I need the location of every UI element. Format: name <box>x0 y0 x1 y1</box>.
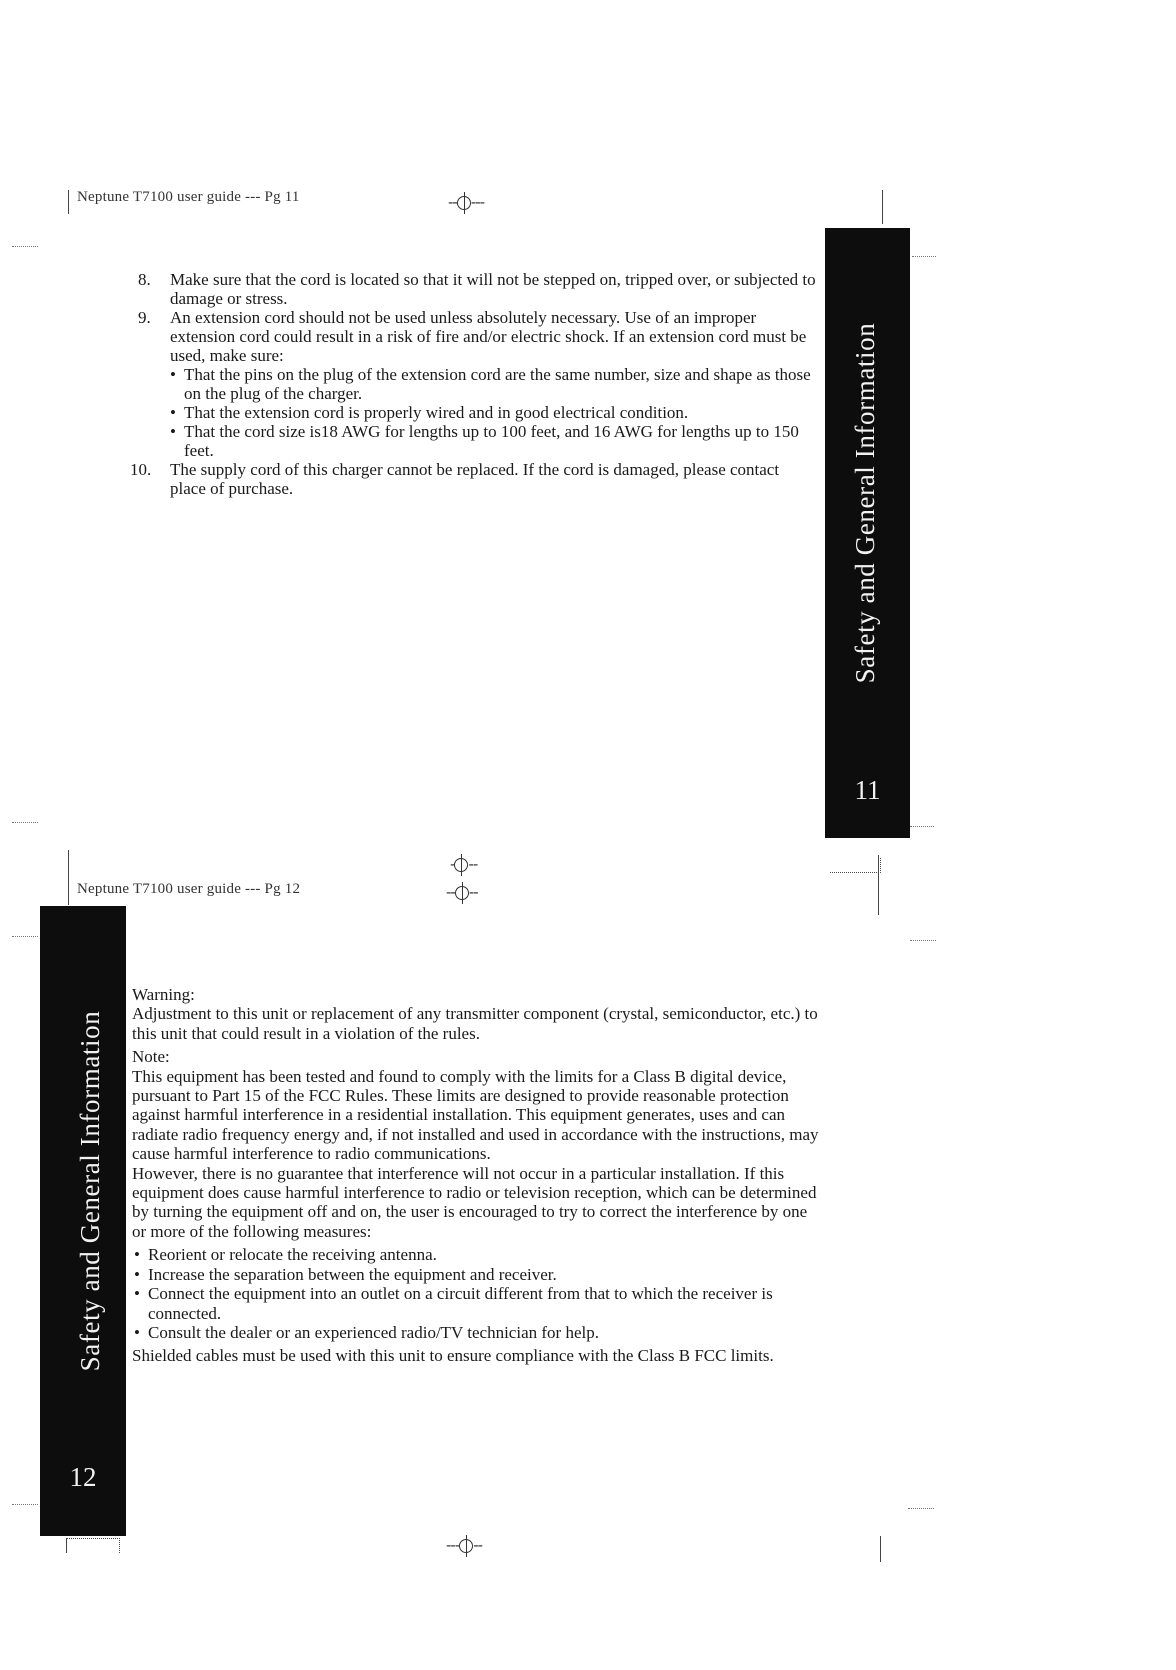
crop-mark <box>910 826 934 828</box>
crop-mark <box>880 1536 881 1562</box>
crop-mark <box>12 936 38 938</box>
crop-mark <box>68 850 69 905</box>
bullet-item: • That the extension cord is properly wired and in good electrical condition. <box>170 403 818 422</box>
crop-mark <box>878 855 879 915</box>
measure-item: • Increase the separation between the equipment and receiver. <box>132 1265 822 1284</box>
crop-corner <box>830 858 881 873</box>
section-tab-title: Safety and General Information <box>75 1010 105 1372</box>
item-text: An extension cord should not be used unless absolutely necessary. Use of an improper extension cord could result in a risk of fire and/or electric shock. If an extension cord must be used, make sure: <box>170 308 807 365</box>
note-paragraph: This equipment has been tested and found to comply with the limits for a Class B digital device, pursuant to Part 15 of the FCC Rules. These limits are designed to provide reasonable protection against harmful interference in a residential installation. This equipment generates, uses and can radiate radio frequency energy and, if not installed and used in accordance with the instructions, may cause harmful interference to radio communications. <box>132 1066 819 1164</box>
crop-mark <box>910 940 936 942</box>
list-item <box>128 270 818 308</box>
warning-text: Adjustment to this unit or replacement of any transmitter component (crystal, semiconductor, etc.) to this unit that could result in a violation of the rules. <box>132 1004 818 1043</box>
page-11-header: Neptune T7100 user guide --- Pg 11 <box>77 189 300 205</box>
crop-mark <box>882 190 883 224</box>
measure-item: • Consult the dealer or an experienced radio/TV technician for help. <box>132 1323 822 1342</box>
page-12-header: Neptune T7100 user guide --- Pg 12 <box>77 881 301 897</box>
measure-item: • Connect the equipment into an outlet on a circuit different from that to which the receiver is connected. <box>132 1284 822 1323</box>
crop-mark <box>68 190 69 214</box>
registration-mark: -- --- <box>448 193 485 211</box>
measures-list <box>132 1245 822 1342</box>
crop-mark <box>908 1508 934 1510</box>
crop-mark <box>12 822 38 824</box>
safety-instructions-list <box>128 270 818 498</box>
item-text: Make sure that the cord is located so that it will not be stepped on, tripped over, or subjected to damage or stress. <box>170 270 816 308</box>
section-tab-page-12 <box>40 906 126 1536</box>
bullet-item: • That the pins on the plug of the extension cord are the same number, size and shape as those on the plug of the charger. <box>170 365 818 403</box>
section-tab-page-11 <box>825 228 910 838</box>
fcc-notice <box>132 985 822 1366</box>
measure-item: • Reorient or relocate the receiving antenna. <box>132 1245 822 1264</box>
item-number: 8. <box>138 270 151 289</box>
crop-mark <box>12 1504 38 1506</box>
crop-corner <box>66 1538 120 1553</box>
registration-mark: -- -- <box>446 883 478 901</box>
closing-text: Shielded cables must be used with this unit to ensure compliance with the Class B FCC limits. <box>132 1346 774 1366</box>
list-item <box>128 460 818 498</box>
item-number: 10. <box>130 460 152 479</box>
page-number: 11 <box>854 775 881 805</box>
list-item <box>128 308 818 460</box>
item-text: The supply cord of this charger cannot be replaced. If the cord is damaged, please contact place of purchase. <box>170 460 780 498</box>
sub-bullet-list <box>170 365 818 460</box>
bullet-item: • That the cord size is18 AWG for lengths up to 100 feet, and 16 AWG for lengths up to 150 feet. <box>170 422 818 460</box>
page-number: 12 <box>69 1462 97 1492</box>
warning-label: Warning: <box>132 985 195 1004</box>
note-label: Note: <box>132 1047 170 1067</box>
registration-mark: --- -- <box>446 1536 483 1554</box>
crop-mark <box>12 246 38 248</box>
registration-mark: - -- <box>450 855 478 873</box>
item-number: 9. <box>138 308 151 327</box>
note-paragraph: However, there is no guarantee that interference will not occur in a particular installation. If this equipment does cause harmful interference to radio or television reception, which can be determined by turning the equipment off and on, the user is encouraged to try to correct the interference by one or more of the following measures: <box>132 1163 817 1241</box>
crop-mark <box>912 256 936 258</box>
section-tab-title: Safety and General Information <box>850 322 880 684</box>
